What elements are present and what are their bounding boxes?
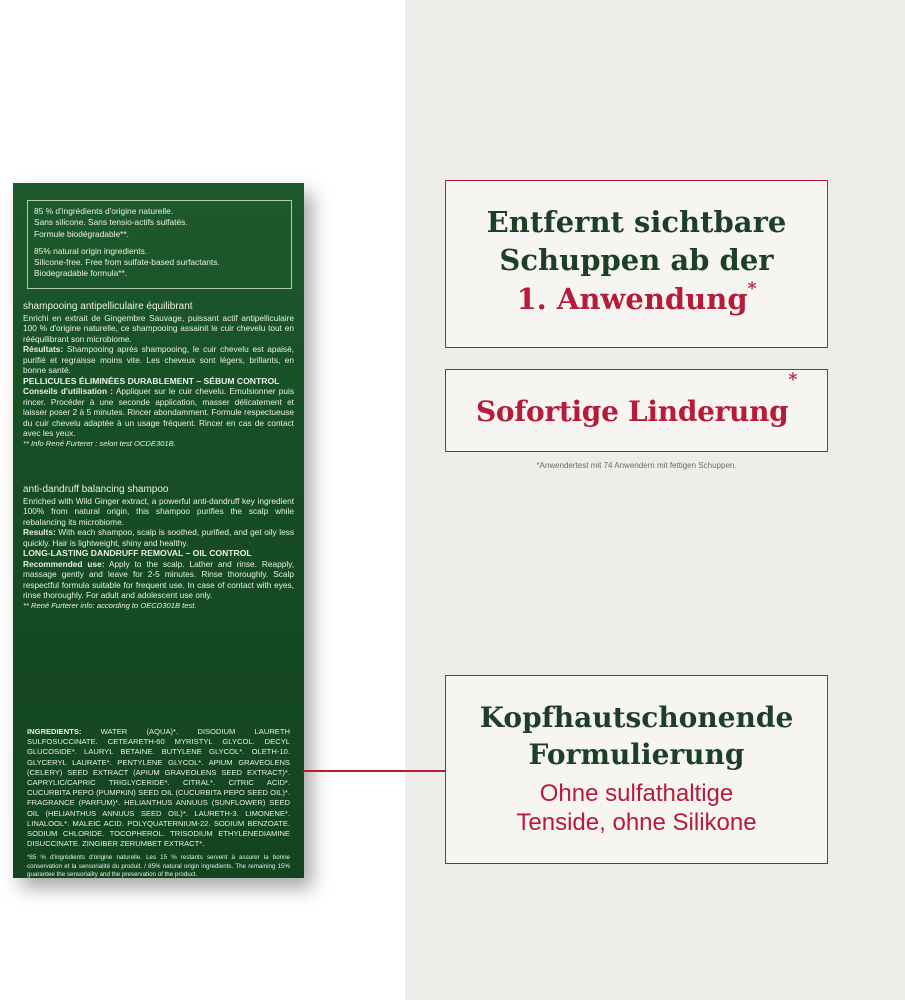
english-footnote: ** René Furterer info: according to OECD301B test. [23,600,197,610]
origin-en-line: Biodegradable formula**. [34,268,128,279]
english-body: Enriched with Wild Ginger extract, a powerful anti-dandruff key ingredient 100% from natural origin, this shampoo purifies the scalp while rebalancing its microbiome. [23,495,294,527]
english-results: Results: With each shampoo, scalp is soothed, purified, and get oily less quickly. Hair is lightweight, shiny and healthy. [23,527,294,548]
english-product-title: anti-dandruff balancing shampoo [23,484,169,495]
natural-origin-frame [27,200,292,289]
origin-fr-line: Formule biodégradable**. [34,228,129,239]
french-body: Enrichi en extrait de Gingembre Sauvage, puissant actif antipelliculaire 100 % d'origine naturelle, ce shampooing assainit le cuir chevelu tout en rééquilibrant son microbiome. [23,312,294,344]
claim-callout-formula [445,675,828,864]
origin-en-line: 85% natural origin ingredients. [34,245,148,256]
callout-connector-line [303,770,445,772]
claim-highlight: 1. Anwendung* [516,279,757,316]
claim-callout-dandruff [445,180,828,348]
formula-title: Kopfhautschonende Formulierung [479,701,794,771]
french-usage: Conseils d'utilisation : Appliquer sur le cuir chevelu. Emulsionner puis rincer. Procéder à une seconde application, masser délicatement et laisser poser 2 à 5 minutes. Rincer abondamment. Formule respectueuse du cuir chevelu adaptée à un usage fréquent. Rincer en cas de contact avec les yeux. [23,386,294,438]
ingredients-note: *85 % d'ingrédients d'origine naturelle. Les 15 % restants servent à assurer la bonne conservation et la sensorialité du produit. / 85% natural origin ingredients. The remaining 15% guarantee the sensoriality and the preservation of the product. [27,854,290,878]
origin-en-line: Silicone-free. Free from sulfate-based surfactants. [34,257,220,268]
english-usage: Recommended use: Apply to the scalp. Lather and rinse. Reapply, massage gently and leave for 2-5 minutes. Rinse thoroughly. Scalp respectful formula suitable for frequent use. In case of contact with eyes, rinse thoroughly. For adult and adolescent use only. [23,558,294,600]
french-claim: PELLICULES ÉLIMINÉES DURABLEMENT – SÉBUM CONTROL [23,375,280,386]
french-description [23,302,294,449]
french-results: Résultats: Shampooing après shampooing, le cuir chevelu est apaisé, purifié et regraisse moins vite. Les cheveux sont légers, brillants, en bonne santé. [23,344,294,375]
claim-line: Entfernt sichtbare [486,205,787,239]
french-product-title: shampooing antipelliculaire équilibrant [23,301,193,312]
english-claim: LONG-LASTING DANDRUFF REMOVAL – OIL CONTROL [23,548,252,558]
french-footnote: ** Info René Furterer : selon test OCDE301B. [23,438,176,448]
claim-line: Schuppen ab der [499,243,774,277]
formula-subtitle: Ohne sulfathaltige Tenside, ohne Silikone [516,780,757,836]
english-description [23,485,294,611]
origin-fr-line: Sans silicone. Sans tensio-actifs sulfatés. [34,217,188,228]
footnote-user-test: *Anwendertest mit 74 Anwendern mit fettigen Schuppen. [536,461,737,470]
origin-fr-line: 85 % d'ingrédients d'origine naturelle. [34,206,174,216]
ingredients-list: INGREDIENTS: WATER (AQUA)*. DISODIUM LAURETH SULFOSUCCINATE. CETEARETH-60 MYRISTYL GLYCOL. DECYL GLUCOSIDE*. LAURYL BETAINE. BUTYLENE GLYCOL*. OLETH-10. GLYCERYL LAURATE*. PENTYLENE GLYCOL*. APIUM GRAVEOLENS (CELERY) SEED EXTRACT (APIUM GRAVEOLENS SEED EXTRACT)*. CAPRYLIC/CAPRIC TRIGLYCERIDE*. CITRAL*. CITRIC ACID*. CUCURBITA PEPO (PUMPKIN) SEED OIL (CUCURBITA PEPO SEED OIL)*. FRAGRANCE (PARFUM)*. HELIANTHUS ANNUUS (SUNFLOWER) SEED OIL (HELIANTHUS ANNUUS SEED OIL)*. LAURETH-3. LIMONENE*. LINALOOL*. MALEIC ACID. POLYQUATERNIUM-22. SODIUM BENZOATE. SODIUM CHLORIDE. TOCOPHEROL. TRISODIUM ETHYLENEDIAMINE DISUCCINATE. ZINGIBER ZERUMBET EXTRACT*. *85 % d'ingrédients d'origine naturelle. Les 15 % restants servent à assurer la bonne conservation et la sensorialité du produit. / 85% natural origin ingredients. The remaining 15% guarantee the sensoriality and the preservation of the product. [27,727,290,878]
claim-callout-relief [445,369,828,452]
package-back-panel [13,183,304,878]
claim-relief-text: Sofortige Linderung* [475,370,798,428]
